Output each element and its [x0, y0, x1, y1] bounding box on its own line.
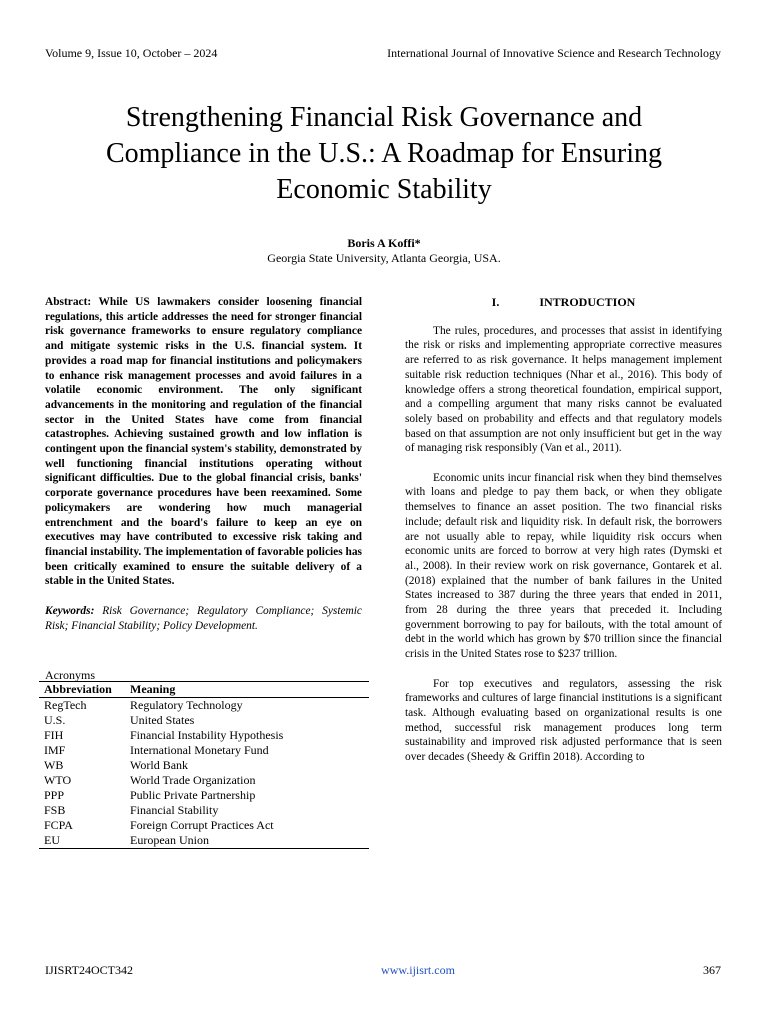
meaning-cell: World Bank [130, 758, 189, 772]
abbreviation-cell: IMF [44, 743, 66, 757]
table-row [39, 743, 369, 758]
table-row [39, 788, 369, 803]
table-row [39, 803, 369, 818]
keywords-label: Keywords: [45, 605, 95, 618]
table-header-row [39, 682, 369, 698]
meaning-cell: Regulatory Technology [130, 698, 243, 712]
keywords [45, 604, 362, 634]
meaning-cell: Public Private Partnership [130, 788, 256, 802]
meaning-cell: Foreign Corrupt Practices Act [130, 818, 274, 832]
abbreviation-cell: U.S. [44, 713, 66, 727]
keywords-text: Risk Governance; Regulatory Compliance; Systemic Risk; Financial Stability; Policy Development. [45, 605, 362, 633]
meaning-cell: European Union [125, 833, 369, 849]
acronyms-caption: Acronyms [45, 668, 95, 682]
intro-paragraph: Economic units incur financial risk when they bind themselves with loans and pledge to pay them back, or when they obligate themselves to finance an asset position. The two financial risks include; default risk and liquidity risk. In default risk, the borrowers are not usually able to repay, while liquidity risk occurs when economic units are forced to borrow at very high rates (Dymski et al., 2008). In their review work on risk governance, Gontarek et al. (2018) explained that the number of bank failures in the United States increased to 387 during the three years that ended in 2011, from 28 during the three years that preceded it. Including government borrowing to pay for bailouts, with the total amount of debt in the world which has grown by $70 trillion since the financial crisis in the United States rose to $237 trillion. [405, 471, 722, 661]
meaning-cell: Financial Stability [130, 803, 219, 817]
meaning-cell: United States [130, 713, 195, 727]
abbreviation-cell: FSB [44, 803, 66, 817]
table-row [39, 713, 369, 728]
table-row [39, 758, 369, 773]
abstract: Abstract: While US lawmakers consider loosening financial regulations, this article addresses the need for stronger financial risk governance frameworks to ensure regulatory compliance and mitigate systemic risks in the U.S. financial system. It provides a road map for financial institutions and policymakers to enhance risk management processes and avoid failures in a volatile economic environment. The only significant advancements in the monitoring and regulation of the financial sector in the United States have come from financial catastrophes. Achieving sustained growth and low inflation is contingent upon the financial system's stability, demonstrated by well functioning financial institutions operating without significant difficulties. Due to the global financial crisis, banks' corporate governance procedures have been reexamined. Some policymakers are wondering how much managerial entrenchment and the board's failure to keep an eye on executives may have contributed to excessive risk taking and financial instability. The implementation of favorable policies has been critically examined to ensure the suitable delivery of a stable in the United States. [45, 296, 362, 588]
running-header [45, 46, 721, 60]
section-number: I. [491, 295, 500, 309]
abbreviation-cell: FCPA [44, 818, 73, 832]
paper-id: IJISRT24OCT342 [45, 963, 133, 977]
author-name: Boris A Koffi* [347, 236, 421, 250]
paper-title: Strengthening Financial Risk Governance and Compliance in the U.S.: A Roadmap for Ensuring Economic Stability [105, 102, 663, 205]
journal-website-link[interactable]: www.ijisrt.com [381, 963, 455, 977]
meaning-cell: World Trade Organization [130, 773, 256, 787]
journal-name: International Journal of Innovative Science and Research Technology [387, 46, 721, 60]
section-title: INTRODUCTION [539, 295, 636, 309]
abbreviation-cell: EU [39, 833, 125, 849]
meaning-cell: Financial Instability Hypothesis [130, 728, 284, 742]
right-column [405, 295, 722, 779]
table-row [39, 818, 369, 833]
abbreviation-cell: WTO [44, 773, 72, 787]
table-row [39, 773, 369, 788]
acronyms-table [39, 681, 369, 849]
abbreviation-cell: WB [44, 758, 64, 772]
intro-paragraph: For top executives and regulators, assessing the risk frameworks and cultures of large financial institutions is a significant task. Although evaluating based on organizational results is one method, successful risk management produces long term sustainability and improved risk adjusted performance that is seen over decades (Sheedy & Griffin 2018). According to [405, 677, 722, 764]
abbreviation-cell: FIH [44, 728, 64, 742]
table-row [39, 728, 369, 743]
column-header-abbreviation: Abbreviation [39, 682, 125, 698]
column-header-meaning: Meaning [125, 682, 369, 698]
table-row [39, 833, 369, 849]
intro-paragraph: The rules, procedures, and processes that assist in identifying the risk or risks and implementing appropriate corrective measures are referred to as risk governance. It helps management implement suitable risk reduction techniques (Nhar et al., 2016). This body of knowledge offers a strong theoretical foundation, empirical support, and a compelling argument that many risks cannot be evaluated solely based on probability and effects and that regulatory models based on that assumption are not only insufficient but get in the way of managing risk responsibly (Van et al., 2011). [405, 324, 722, 455]
issue-info: Volume 9, Issue 10, October – 2024 [45, 46, 218, 60]
author-affiliation: Georgia State University, Atlanta Georgia, USA. [267, 251, 501, 265]
left-column [45, 295, 362, 634]
page-number: 367 [703, 963, 721, 977]
page-footer [45, 963, 721, 977]
abbreviation-cell: RegTech [44, 698, 87, 712]
abbreviation-cell: PPP [44, 788, 65, 802]
table-row [39, 698, 369, 714]
section-heading-introduction [405, 295, 722, 310]
meaning-cell: International Monetary Fund [130, 743, 269, 757]
